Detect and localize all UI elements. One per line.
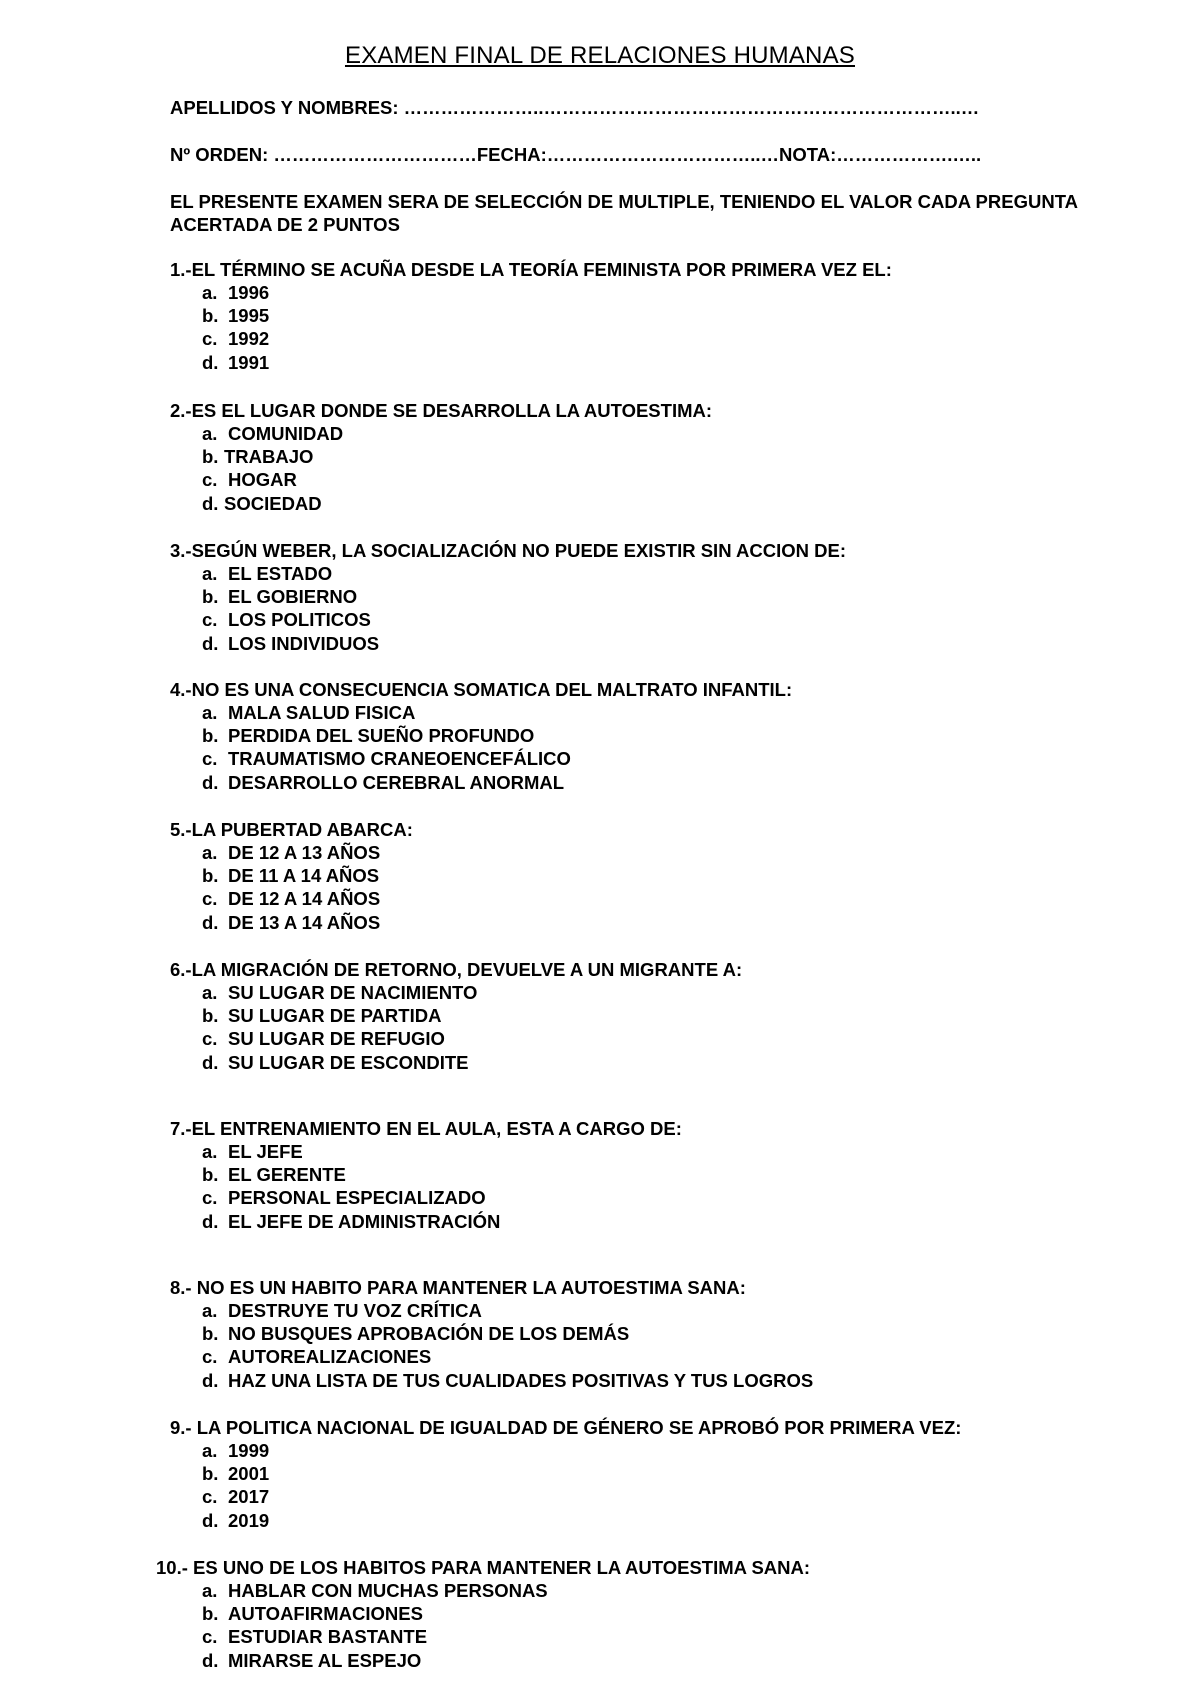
- option-letter: d.: [202, 1210, 219, 1232]
- option-letter: b.: [202, 446, 219, 468]
- options-list: [170, 422, 1110, 515]
- option-a: [202, 841, 1110, 864]
- question-8: [170, 1276, 1110, 1392]
- option-c: [202, 327, 1110, 350]
- option-a: [202, 1439, 1110, 1462]
- options-list: [170, 1140, 1110, 1233]
- options-list: [170, 1299, 1110, 1392]
- option-letter: c.: [202, 1626, 218, 1648]
- option-text: DESARROLLO CEREBRAL ANORMAL: [228, 771, 565, 793]
- option-letter: d.: [202, 492, 219, 514]
- option-letter: b.: [202, 305, 219, 327]
- question-2: [170, 399, 1110, 515]
- question-9: [170, 1416, 1110, 1532]
- option-a: [202, 701, 1110, 724]
- option-letter: d.: [202, 771, 219, 793]
- option-d: [202, 911, 1110, 934]
- option-c: [202, 1345, 1110, 1368]
- option-d: [202, 1509, 1110, 1532]
- option-text: EL GERENTE: [228, 1164, 346, 1186]
- option-text: SU LUGAR DE PARTIDA: [228, 1005, 442, 1027]
- option-text: EL JEFE DE ADMINISTRACIÓN: [228, 1210, 501, 1232]
- option-letter: a.: [202, 842, 218, 863]
- option-text: SOCIEDAD: [224, 492, 322, 514]
- option-letter: a.: [202, 282, 218, 303]
- option-text: SU LUGAR DE REFUGIO: [228, 1028, 445, 1050]
- option-text: LOS INDIVIDUOS: [228, 632, 380, 654]
- question-6: [170, 958, 1110, 1074]
- question-1: [170, 258, 1110, 374]
- option-text: SU LUGAR DE ESCONDITE: [228, 1051, 469, 1073]
- option-letter: b.: [202, 1164, 219, 1186]
- option-text: TRABAJO: [224, 446, 314, 468]
- question-text: 1.-EL TÉRMINO SE ACUÑA DESDE LA TEORÍA FEMINISTA POR PRIMERA VEZ EL:: [170, 259, 892, 280]
- option-text: HOGAR: [228, 469, 297, 491]
- option-a: [202, 1299, 1110, 1322]
- options-list: [156, 1579, 1096, 1672]
- option-b: [202, 1602, 1096, 1625]
- option-text: 1991: [228, 351, 270, 373]
- option-text: DE 13 A 14 AÑOS: [228, 911, 381, 933]
- option-letter: a.: [202, 702, 218, 723]
- option-letter: d.: [202, 911, 219, 933]
- option-c: [202, 1027, 1110, 1050]
- options-list: [170, 281, 1110, 374]
- option-letter: a.: [202, 1300, 218, 1321]
- option-b: [202, 585, 1110, 608]
- option-letter: c.: [202, 328, 218, 350]
- question-text: 6.-LA MIGRACIÓN DE RETORNO, DEVUELVE A UN MIGRANTE A:: [170, 959, 743, 980]
- option-text: DE 12 A 14 AÑOS: [228, 888, 381, 910]
- option-letter: a.: [202, 423, 218, 444]
- option-letter: a.: [202, 982, 218, 1003]
- option-letter: b.: [202, 1005, 219, 1027]
- option-text: 1999: [228, 1440, 270, 1461]
- option-letter: a.: [202, 1141, 218, 1162]
- option-text: HAZ UNA LISTA DE TUS CUALIDADES POSITIVAS Y TUS LOGROS: [228, 1369, 814, 1391]
- option-text: PERDIDA DEL SUEÑO PROFUNDO: [228, 725, 535, 747]
- option-b: [202, 1163, 1110, 1186]
- option-text: MALA SALUD FISICA: [228, 702, 416, 723]
- option-d: [202, 351, 1110, 374]
- option-text: AUTOAFIRMACIONES: [228, 1603, 423, 1625]
- option-b: [202, 1322, 1110, 1345]
- option-d: [202, 492, 1110, 515]
- option-c: [202, 1625, 1096, 1648]
- apellidos-nombres-field: APELLIDOS Y NOMBRES: …………………..…………………………………………………………..…: [170, 97, 980, 118]
- option-letter: d.: [202, 1051, 219, 1073]
- option-b: [202, 445, 1110, 468]
- option-letter: c.: [202, 888, 218, 910]
- option-d: [202, 1369, 1110, 1392]
- option-text: 1992: [228, 328, 270, 350]
- option-c: [202, 468, 1110, 491]
- option-text: EL ESTADO: [228, 563, 333, 584]
- option-text: 2017: [228, 1486, 270, 1508]
- question-10: [156, 1556, 1096, 1672]
- question-5: [170, 818, 1110, 934]
- option-a: [202, 1140, 1110, 1163]
- option-letter: b.: [202, 1463, 219, 1485]
- option-text: HABLAR CON MUCHAS PERSONAS: [228, 1580, 548, 1601]
- option-text: DESTRUYE TU VOZ CRÍTICA: [228, 1300, 482, 1321]
- option-letter: b.: [202, 1603, 219, 1625]
- option-letter: c.: [202, 1028, 218, 1050]
- question-text: 5.-LA PUBERTAD ABARCA:: [170, 819, 413, 840]
- option-text: EL JEFE: [228, 1141, 303, 1162]
- option-text: LOS POLITICOS: [228, 609, 371, 631]
- options-list: [170, 1439, 1110, 1532]
- exam-title: EXAMEN FINAL DE RELACIONES HUMANAS: [344, 42, 855, 69]
- option-d: [202, 632, 1110, 655]
- question-text: 10.- ES UNO DE LOS HABITOS PARA MANTENER LA AUTOESTIMA SANA:: [156, 1557, 811, 1578]
- option-a: [202, 1579, 1096, 1602]
- option-letter: b.: [202, 1323, 219, 1345]
- option-letter: b.: [202, 725, 219, 747]
- option-a: [202, 281, 1110, 304]
- option-letter: d.: [202, 1649, 219, 1671]
- question-7: [170, 1117, 1110, 1233]
- options-list: [170, 841, 1110, 934]
- options-list: [170, 701, 1110, 794]
- option-letter: a.: [202, 563, 218, 584]
- option-text: TRAUMATISMO CRANEOENCEFÁLICO: [228, 748, 571, 770]
- option-letter: c.: [202, 609, 218, 631]
- option-text: DE 12 A 13 AÑOS: [228, 842, 381, 863]
- option-letter: c.: [202, 1346, 218, 1368]
- option-letter: d.: [202, 632, 219, 654]
- question-3: [170, 539, 1110, 655]
- option-letter: c.: [202, 1187, 218, 1209]
- options-list: [170, 981, 1110, 1074]
- option-letter: b.: [202, 865, 219, 887]
- option-d: [202, 1649, 1096, 1672]
- option-text: MIRARSE AL ESPEJO: [228, 1649, 422, 1671]
- option-text: NO BUSQUES APROBACIÓN DE LOS DEMÁS: [228, 1323, 630, 1345]
- option-c: [202, 608, 1110, 631]
- question-text: 7.-EL ENTRENAMIENTO EN EL AULA, ESTA A CARGO DE:: [170, 1118, 682, 1139]
- option-text: DE 11 A 14 AÑOS: [228, 865, 380, 887]
- option-c: [202, 747, 1110, 770]
- question-text: 8.- NO ES UN HABITO PARA MANTENER LA AUTOESTIMA SANA:: [170, 1277, 746, 1298]
- option-d: [202, 1210, 1110, 1233]
- option-text: COMUNIDAD: [228, 423, 344, 444]
- option-letter: d.: [202, 1369, 219, 1391]
- option-text: 2019: [228, 1509, 270, 1531]
- question-text: 3.-SEGÚN WEBER, LA SOCIALIZACIÓN NO PUEDE EXISTIR SIN ACCION DE:: [170, 540, 846, 561]
- option-text: SU LUGAR DE NACIMIENTO: [228, 982, 478, 1003]
- option-b: [202, 1462, 1110, 1485]
- option-c: [202, 887, 1110, 910]
- question-4: [170, 678, 1110, 794]
- option-text: EL GOBIERNO: [228, 586, 358, 608]
- option-letter: c.: [202, 1486, 218, 1508]
- option-letter: a.: [202, 1580, 218, 1601]
- option-text: PERSONAL ESPECIALIZADO: [228, 1187, 486, 1209]
- exam-instructions: EL PRESENTE EXAMEN SERA DE SELECCIÓN DE MULTIPLE, TENIENDO EL VALOR CADA PREGUNTA ACERTADA DE 2 PUNTOS: [170, 191, 1078, 235]
- question-text: 2.-ES EL LUGAR DONDE SE DESARROLLA LA AUTOESTIMA:: [170, 400, 713, 421]
- option-b: [202, 304, 1110, 327]
- option-letter: b.: [202, 586, 219, 608]
- option-text: AUTOREALIZACIONES: [228, 1346, 432, 1368]
- option-text: 1996: [228, 282, 270, 303]
- option-b: [202, 864, 1110, 887]
- options-list: [170, 562, 1110, 655]
- option-letter: c.: [202, 469, 218, 491]
- question-text: 9.- LA POLITICA NACIONAL DE IGUALDAD DE GÉNERO SE APROBÓ POR PRIMERA VEZ:: [170, 1417, 962, 1438]
- option-c: [202, 1485, 1110, 1508]
- option-letter: d.: [202, 1509, 219, 1531]
- option-d: [202, 771, 1110, 794]
- option-letter: d.: [202, 351, 219, 373]
- option-a: [202, 422, 1110, 445]
- option-a: [202, 981, 1110, 1004]
- orden-fecha-nota-field: Nº ORDEN: ……………………………FECHA:……………………………..…NOTA:……………….…..: [170, 144, 982, 165]
- question-text: 4.-NO ES UNA CONSECUENCIA SOMATICA DEL MALTRATO INFANTIL:: [170, 679, 793, 700]
- option-c: [202, 1186, 1110, 1209]
- option-b: [202, 1004, 1110, 1027]
- option-a: [202, 562, 1110, 585]
- option-text: 2001: [228, 1463, 270, 1485]
- option-d: [202, 1051, 1110, 1074]
- option-text: ESTUDIAR BASTANTE: [228, 1626, 428, 1648]
- option-letter: c.: [202, 748, 218, 770]
- option-text: 1995: [228, 305, 270, 327]
- option-b: [202, 724, 1110, 747]
- option-letter: a.: [202, 1440, 218, 1461]
